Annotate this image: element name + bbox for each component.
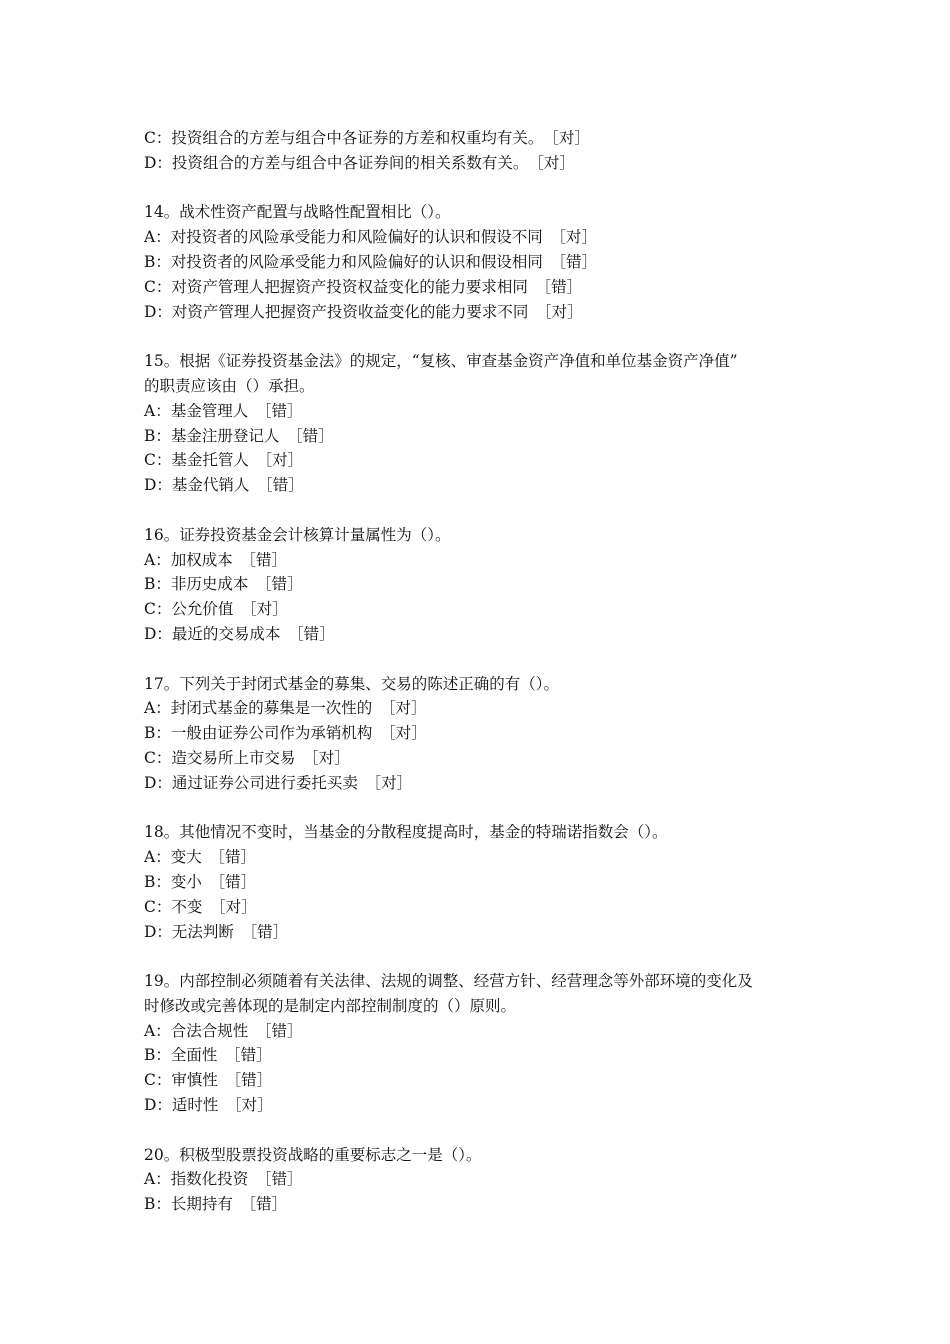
question-stem: 14。战术性资产配置与战略性配置相比（）。	[144, 203, 451, 222]
option-line: B：基金注册登记人 ［错］	[144, 426, 334, 445]
option-line: C：投资组合的方差与组合中各证券的方差和权重均有关。 ［对］	[144, 129, 590, 147]
option-line: D：适时性 ［对］	[144, 1096, 273, 1115]
option-line: C：不变 ［对］	[144, 897, 257, 916]
blank-line	[144, 944, 844, 969]
option-line: A：合法合规性 ［错］	[144, 1021, 303, 1040]
question-list	[144, 126, 844, 1217]
option-line: A：封闭式基金的募集是一次性的 ［对］	[144, 699, 427, 718]
option-line: B：一般由证券公司作为承销机构 ［对］	[144, 724, 427, 743]
option-line: C：造交易所上市交易 ［对］	[144, 748, 350, 767]
option-line: D：投资组合的方差与组合中各证券间的相关系数有关。 ［对］	[144, 153, 575, 172]
blank-line	[144, 647, 844, 672]
option-line: B：全面性 ［错］	[144, 1046, 272, 1065]
option-line: D：通过证券公司进行委托买卖 ［对］	[144, 773, 413, 792]
option-line: D：无法判断 ［错］	[144, 922, 289, 941]
question-stem: 20。积极型股票投资战略的重要标志之一是（）。	[144, 1145, 482, 1164]
option-line: B：非历史成本 ［错］	[144, 575, 303, 594]
option-line: A：对投资者的风险承受能力和风险偏好的认识和假设不同 ［对］	[144, 228, 597, 247]
option-line: B：对投资者的风险承受能力和风险偏好的认识和假设相同 ［错］	[144, 252, 598, 271]
question-stem-continuation: 的职责应该由（）承担。	[144, 376, 315, 395]
option-line: C：公允价值 ［对］	[144, 600, 288, 619]
option-line: A：指数化投资 ［错］	[144, 1170, 303, 1189]
option-line: A：加权成本 ［错］	[144, 550, 287, 569]
blank-line	[144, 1118, 844, 1143]
option-line: D：最近的交易成本 ［错］	[144, 624, 335, 643]
option-line: C：审慎性 ［错］	[144, 1071, 273, 1090]
question-stem-continuation: 时修改或完善体现的是制定内部控制制度的（）原则。	[144, 996, 517, 1015]
question-stem: 18。其他情况不变时，当基金的分散程度提高时，基金的特瑞诺指数会（）。	[144, 823, 668, 842]
option-line: B：变小 ［错］	[144, 872, 257, 891]
option-line: D：基金代销人 ［错］	[144, 476, 304, 495]
option-line: B：长期持有 ［错］	[144, 1195, 288, 1214]
option-line: A：基金管理人 ［错］	[144, 401, 303, 420]
option-line: C：对资产管理人把握资产投资权益变化的能力要求相同 ［错］	[144, 277, 583, 296]
blank-line	[144, 324, 844, 349]
blank-line	[144, 176, 844, 201]
question-stem: 17。下列关于封闭式基金的募集、交易的陈述正确的有（）。	[144, 674, 559, 693]
option-line: D：对资产管理人把握资产投资收益变化的能力要求不同 ［对］	[144, 302, 583, 321]
question-stem: 15。根据《证券投资基金法》的规定，“复核、审查基金资产净值和单位基金资产净值”	[144, 352, 738, 371]
blank-line	[144, 498, 844, 523]
question-stem: 19。内部控制必须随着有关法律、法规的调整、经营方针、经营理念等外部环境的变化及	[144, 972, 753, 991]
option-line: A：变大 ［错］	[144, 848, 256, 867]
question-stem: 16。证券投资基金会计核算计量属性为（）。	[144, 525, 451, 544]
option-line: C：基金托管人 ［对］	[144, 451, 304, 470]
blank-line	[144, 796, 844, 821]
